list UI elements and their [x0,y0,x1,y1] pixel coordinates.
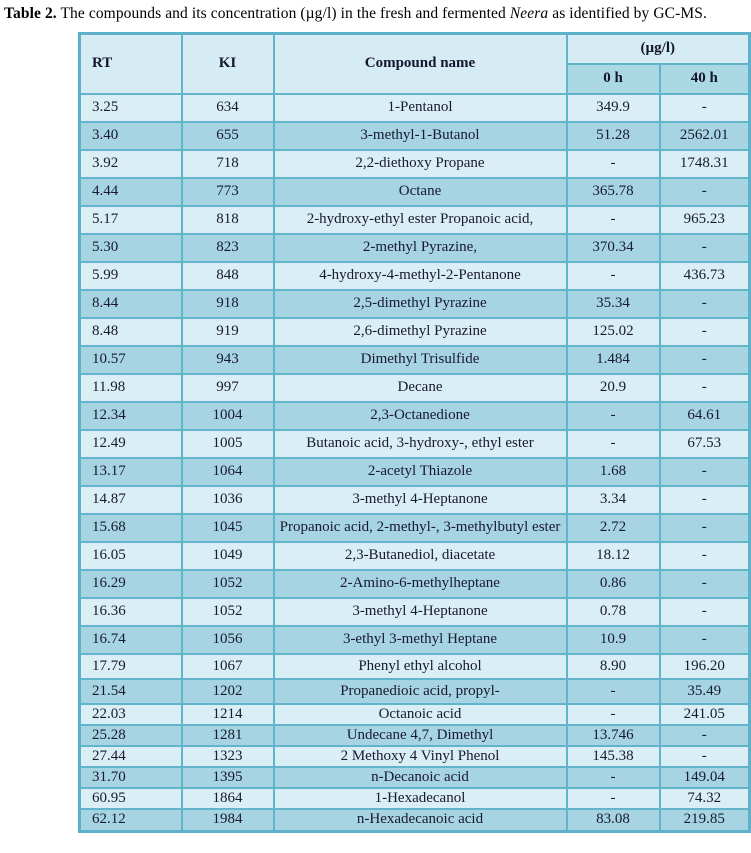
cell-40h: - [660,346,750,374]
cell-ki: 1004 [182,402,274,430]
cell-40h: - [660,626,750,654]
cell-compound: Butanoic acid, 3-hydroxy-, ethyl ester [274,430,567,458]
cell-40h: 241.05 [660,704,750,725]
cell-40h: - [660,318,750,346]
cell-compound: 2,3-Butanediol, diacetate [274,542,567,570]
cell-ki: 1323 [182,746,274,767]
cell-rt: 8.44 [80,290,182,318]
cell-rt: 22.03 [80,704,182,725]
cell-ki: 1045 [182,514,274,542]
cell-0h: - [567,206,660,234]
cell-compound: n-Hexadecanoic acid [274,809,567,832]
cell-compound: 2,2-diethoxy Propane [274,150,567,178]
cell-40h: 64.61 [660,402,750,430]
cell-rt: 16.74 [80,626,182,654]
table-row [80,704,750,725]
cell-0h: 83.08 [567,809,660,832]
cell-40h: - [660,374,750,402]
table-row [80,598,750,626]
caption-label: Table 2. [4,5,57,22]
cell-0h: 365.78 [567,178,660,206]
table-row [80,679,750,704]
cell-ki: 1052 [182,570,274,598]
cell-ki: 1052 [182,598,274,626]
cell-0h: 145.38 [567,746,660,767]
cell-40h: - [660,725,750,746]
cell-0h: - [567,262,660,290]
cell-0h: - [567,430,660,458]
cell-compound: 2,3-Octanedione [274,402,567,430]
cell-rt: 10.57 [80,346,182,374]
header-rt: RT [80,34,182,94]
cell-ki: 1984 [182,809,274,832]
cell-compound: 2-hydroxy-ethyl ester Propanoic acid, [274,206,567,234]
caption-text-post: as identified by GC-MS. [548,5,707,22]
table-row [80,514,750,542]
caption-text-pre: The compounds and its concentration (µg/l) in the fresh and fermented [56,5,510,22]
table-row [80,486,750,514]
cell-40h: 67.53 [660,430,750,458]
cell-rt: 3.92 [80,150,182,178]
cell-ki: 848 [182,262,274,290]
cell-40h: 2562.01 [660,122,750,150]
cell-compound: Propanoic acid, 2-methyl-, 3-methylbutyl ester [274,514,567,542]
cell-rt: 4.44 [80,178,182,206]
table-row [80,290,750,318]
header-unit-group: (µg/l) [567,34,750,64]
table-row [80,746,750,767]
cell-compound: 2-Amino-6-methylheptane [274,570,567,598]
cell-compound: 3-methyl 4-Heptanone [274,486,567,514]
cell-rt: 27.44 [80,746,182,767]
cell-ki: 1067 [182,654,274,679]
table-row [80,206,750,234]
cell-0h: 18.12 [567,542,660,570]
cell-ki: 1214 [182,704,274,725]
cell-0h: 35.34 [567,290,660,318]
table-row [80,94,750,122]
table-row [80,178,750,206]
header-ki: KI [182,34,274,94]
cell-compound: 4-hydroxy-4-methyl-2-Pentanone [274,262,567,290]
cell-compound: Undecane 4,7, Dimethyl [274,725,567,746]
cell-40h: - [660,94,750,122]
table-row [80,725,750,746]
table-row [80,809,750,832]
cell-ki: 943 [182,346,274,374]
table-row [80,150,750,178]
table-row [80,788,750,809]
cell-0h: - [567,150,660,178]
cell-rt: 25.28 [80,725,182,746]
cell-ki: 919 [182,318,274,346]
cell-40h: 35.49 [660,679,750,704]
header-0h: 0 h [567,64,660,94]
table-row [80,234,750,262]
header-compound-name: Compound name [274,34,567,94]
cell-rt: 21.54 [80,679,182,704]
cell-40h: - [660,290,750,318]
cell-rt: 31.70 [80,767,182,788]
cell-40h: 219.85 [660,809,750,832]
cell-40h: - [660,746,750,767]
cell-0h: - [567,402,660,430]
cell-rt: 11.98 [80,374,182,402]
cell-compound: Propanedioic acid, propyl- [274,679,567,704]
cell-0h: 10.9 [567,626,660,654]
header-40h: 40 h [660,64,750,94]
table-body [80,94,750,832]
cell-0h: 370.34 [567,234,660,262]
cell-0h: - [567,767,660,788]
cell-rt: 14.87 [80,486,182,514]
cell-rt: 60.95 [80,788,182,809]
cell-rt: 12.34 [80,402,182,430]
cell-compound: 1-Pentanol [274,94,567,122]
cell-0h: 8.90 [567,654,660,679]
caption-italic-word: Neera [509,5,549,22]
cell-ki: 1005 [182,430,274,458]
table-row [80,262,750,290]
cell-ki: 1049 [182,542,274,570]
cell-0h: 20.9 [567,374,660,402]
cell-compound: 2 Methoxy 4 Vinyl Phenol [274,746,567,767]
table-row [80,318,750,346]
cell-0h: 349.9 [567,94,660,122]
cell-40h: - [660,570,750,598]
cell-compound: Phenyl ethyl alcohol [274,654,567,679]
cell-compound: 3-methyl 4-Heptanone [274,598,567,626]
cell-ki: 1395 [182,767,274,788]
cell-rt: 16.36 [80,598,182,626]
cell-40h: 1748.31 [660,150,750,178]
cell-rt: 3.25 [80,94,182,122]
cell-compound: Dimethyl Trisulfide [274,346,567,374]
cell-ki: 1864 [182,788,274,809]
table-row [80,458,750,486]
cell-compound: n-Decanoic acid [274,767,567,788]
cell-ki: 1202 [182,679,274,704]
cell-40h: - [660,598,750,626]
header-row-top [80,34,750,64]
cell-rt: 16.05 [80,542,182,570]
compounds-table [78,32,751,833]
cell-40h: - [660,234,750,262]
cell-ki: 997 [182,374,274,402]
cell-compound: 3-ethyl 3-methyl Heptane [274,626,567,654]
cell-compound: 2,6-dimethyl Pyrazine [274,318,567,346]
cell-rt: 16.29 [80,570,182,598]
cell-0h: 1.484 [567,346,660,374]
cell-40h: - [660,458,750,486]
cell-ki: 1036 [182,486,274,514]
cell-compound: Decane [274,374,567,402]
table-row [80,346,750,374]
cell-compound: 3-methyl-1-Butanol [274,122,567,150]
cell-compound: 2-methyl Pyrazine, [274,234,567,262]
cell-rt: 3.40 [80,122,182,150]
cell-40h: 965.23 [660,206,750,234]
cell-ki: 1064 [182,458,274,486]
cell-rt: 8.48 [80,318,182,346]
cell-0h: 51.28 [567,122,660,150]
cell-compound: Octanoic acid [274,704,567,725]
cell-rt: 5.30 [80,234,182,262]
cell-40h: 74.32 [660,788,750,809]
cell-rt: 5.99 [80,262,182,290]
table-row [80,654,750,679]
cell-0h: 0.78 [567,598,660,626]
cell-0h: 0.86 [567,570,660,598]
cell-ki: 718 [182,150,274,178]
cell-40h: - [660,542,750,570]
table-row [80,570,750,598]
cell-compound: 2,5-dimethyl Pyrazine [274,290,567,318]
cell-compound: 1-Hexadecanol [274,788,567,809]
cell-0h: 13.746 [567,725,660,746]
cell-0h: - [567,788,660,809]
cell-40h: 196.20 [660,654,750,679]
cell-0h: 1.68 [567,458,660,486]
cell-ki: 818 [182,206,274,234]
cell-ki: 823 [182,234,274,262]
cell-0h: 125.02 [567,318,660,346]
cell-ki: 655 [182,122,274,150]
cell-rt: 12.49 [80,430,182,458]
cell-40h: - [660,486,750,514]
cell-0h: 2.72 [567,514,660,542]
table-row [80,122,750,150]
table-caption [0,0,751,23]
cell-compound: Octane [274,178,567,206]
cell-0h: 3.34 [567,486,660,514]
table-row [80,542,750,570]
cell-rt: 17.79 [80,654,182,679]
cell-40h: 436.73 [660,262,750,290]
cell-40h: 149.04 [660,767,750,788]
table-row [80,626,750,654]
cell-ki: 634 [182,94,274,122]
cell-0h: - [567,704,660,725]
table-header [80,34,750,94]
cell-rt: 62.12 [80,809,182,832]
cell-ki: 918 [182,290,274,318]
cell-ki: 1281 [182,725,274,746]
cell-rt: 5.17 [80,206,182,234]
cell-0h: - [567,679,660,704]
cell-40h: - [660,178,750,206]
table-row [80,402,750,430]
cell-ki: 773 [182,178,274,206]
table-row [80,430,750,458]
cell-rt: 15.68 [80,514,182,542]
table-row [80,767,750,788]
cell-rt: 13.17 [80,458,182,486]
table-row [80,374,750,402]
cell-compound: 2-acetyl Thiazole [274,458,567,486]
cell-ki: 1056 [182,626,274,654]
cell-40h: - [660,514,750,542]
